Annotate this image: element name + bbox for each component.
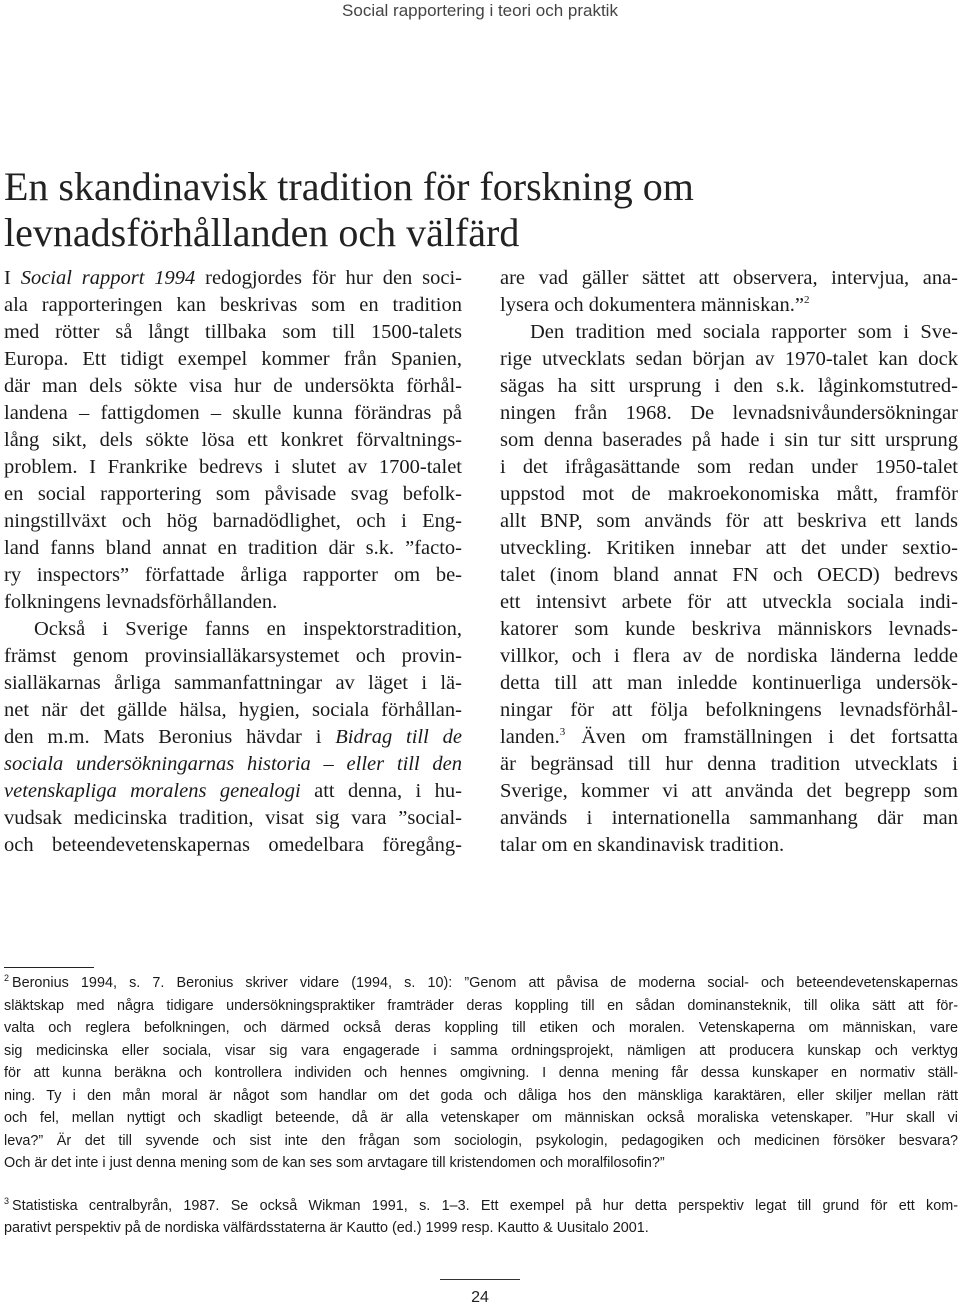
footnote-line: parativt perspektiv på de nordiska välfärdsstaterna är Kautto (ed.) 1999 resp. Kautto & Uusitalo 2001. — [4, 1220, 649, 1236]
footnote-line: och fel, mellan nyttigt och skadligt beteende, då är alla vetenskaper om människan också moraliska vetenskaper. ”Hur skall vi — [4, 1110, 958, 1126]
footnotes — [4, 972, 958, 1240]
body-line: are vad gäller sättet att observera, intervjua, ana- — [500, 267, 958, 289]
right-column — [500, 265, 958, 859]
body-line: Sverige, kommer vi att använda det begrepp som — [500, 780, 958, 802]
body-line: ningstillväxt och hög barnadödlighet, och i Eng- — [4, 510, 462, 532]
body-line: ry inspectors” författade årliga rapporter om be- — [4, 564, 462, 586]
body-line: ala rapporteringen kan beskrivas som en tradition — [4, 294, 462, 316]
body-text: Även om framställningen i det fortsatta — [581, 726, 959, 748]
footnote-line: ning. Ty i den mån moral är något som handlar om det goda och dåliga hos den mänskliga karaktären, eller skiljer mellan rätt — [4, 1087, 958, 1104]
body-line: ningen från 1968. De levnadsnivåundersökningar — [500, 402, 958, 424]
footnote-line: sig medicinska eller sociala, visar sig vara engagerade i samma ordningsprojekt, nämligen att producera kunskap och verktyg — [4, 1042, 958, 1059]
body-line: rige utvecklats sedan början av 1970-talet kan dock — [500, 348, 958, 370]
body-line: är begränsad till hur denna tradition utvecklats i — [500, 753, 958, 775]
body-line: ningar för att följa befolkningens levnadsförhål- — [500, 699, 958, 721]
body-line — [500, 724, 958, 751]
body-line: i det ifrågasättande som redan under 1950-talet — [500, 456, 958, 478]
footnote-line: $^3$ Statistiska centralbyrån, 1987. Se också Wikman 1991, s. 1–3. Ett exempel på hur detta perspektiv legat till grund för ett kom- — [4, 1195, 958, 1214]
footnote-ref-3[interactable]: 3 — [559, 726, 566, 738]
body-line: land fanns bland annat en tradition där s.k. ”facto- — [4, 537, 462, 559]
body-line: I Social rapport 1994 redogjordes för hur den soci- — [4, 267, 463, 289]
body-line: talet (inom bland annat FN och OECD) bedrevs — [500, 564, 958, 586]
body-line: och beteendevetenskapernas omedelbara föregång- — [4, 834, 462, 856]
footnote-3 — [4, 1195, 958, 1240]
section-title — [4, 164, 904, 256]
body-line: problem. I Frankrike bedrevs i slutet av 1700-talet — [4, 456, 462, 478]
section-title-line-2: levnadsförhållanden och välfärd — [4, 210, 520, 255]
body-line: används i internationella sammanhang där man — [500, 807, 958, 829]
body-line: allt BNP, som används för att beskriva ett lands — [500, 510, 958, 532]
page-number: 24 — [471, 1289, 489, 1306]
body-line: folkningens levnadsförhållanden. — [4, 591, 278, 613]
body-line: vetenskapliga moralens genealogi att denna, i hu- — [4, 780, 462, 802]
body-line: där man dels sökte visa hur de undersökta förhål- — [4, 375, 462, 397]
body-line: uppstod mot de makroekonomiska mått, framför — [500, 483, 958, 505]
body-line: den m.m. Mats Beronius hävdar i Bidrag till de — [4, 726, 462, 748]
body-line: lång sikt, dels sökte lösa ett konkret förvaltnings- — [4, 429, 462, 451]
running-header: Social rapportering i teori och praktik — [342, 1, 618, 20]
body-line — [500, 292, 958, 319]
body-text: lysera och dokumentera människan.” — [500, 294, 804, 316]
body-line: katorer som kunde beskriva människors levnads- — [500, 618, 958, 640]
footnote-2 — [4, 972, 958, 1175]
footnote-line: släktskap med några tidigare undersökningspraktiker framträder deras koppling till en sådan dominansteknik, till olika sätt att för- — [4, 997, 958, 1014]
section-title-line-1: En skandinavisk tradition för forskning om — [4, 164, 694, 209]
footnote-line: för att kunna beräkna och kontrollera individen och hennes omgivning. I denna mening får dessa kunskaper en normativ ställ- — [4, 1065, 958, 1081]
body-line: ett intensivt arbete för att utveckla sociala indi- — [500, 591, 958, 613]
body-line: detta till att man inledde kontinuerliga undersök- — [500, 672, 958, 694]
body-line: med rötter så långt tillbaka som till 1500-talets — [4, 321, 462, 343]
body-line: net när det gällde hälsa, hygien, sociala förhållan- — [4, 699, 462, 721]
footnote-line: Och är det inte i just denna mening som de kan ses som arvtagare till kristendomen och moralfilosofin?” — [4, 1155, 665, 1171]
body-line: Europa. Ett tidigt exempel kommer från Spanien, — [4, 348, 462, 370]
body-line: sialläkarnas årliga sammanfattningar av läget i lä- — [4, 672, 462, 694]
footnote-number: 2 — [4, 973, 10, 983]
footnote-ref-2[interactable]: 2 — [803, 294, 810, 306]
body-line: landena – fattigdomen – skulle kunna förändras på — [4, 402, 462, 424]
footnote-number: 3 — [4, 1195, 10, 1206]
body-line: Också i Sverige fanns en inspektorstradition, — [34, 618, 462, 640]
footnote-line: valta och reglera befolkningen, och därmed också deras koppling till etiken och moralen. Vetenskaperna om människan, vare — [4, 1020, 958, 1036]
body-line: sociala undersökningarnas historia – eller till den — [4, 753, 462, 775]
body-line: sägas ha sitt ursprung i den s.k. låginkomstutred- — [500, 375, 958, 397]
footnote-line: leva?” Är det till syvende och sist inte den frågan som sociologin, psykologin, pedagogiken och medicinen försöker besvara? — [4, 1132, 958, 1149]
body-line: en social rapportering som påvisade svag befolk- — [4, 483, 462, 505]
body-line: som denna baserades på hade i sin tur sitt ursprung — [500, 429, 958, 451]
body-line: utveckling. Kritiken innebar att det under sextio- — [500, 537, 958, 559]
left-column — [4, 265, 462, 859]
body-line: talar om en skandinavisk tradition. — [500, 834, 785, 856]
body-line: villkor, och i flera av de nordiska länderna ledde — [500, 645, 958, 667]
body-text: landen. — [500, 726, 560, 748]
page-number-rule — [440, 1279, 520, 1280]
body-line: Den tradition med sociala rapporter som i Sve- — [530, 321, 958, 343]
footnote-separator — [4, 967, 94, 968]
footnote-line: $^2$ Beronius 1994, s. 7. Beronius skriver vidare (1994, s. 10): ”Genom att påvisa de moderna social- och beteendevetenskapernas — [4, 973, 958, 991]
body-line: främst genom provinsialläkarsystemet och provin- — [4, 645, 462, 667]
body-line: vudsak medicinska tradition, visat sig vara ”social- — [4, 807, 462, 829]
